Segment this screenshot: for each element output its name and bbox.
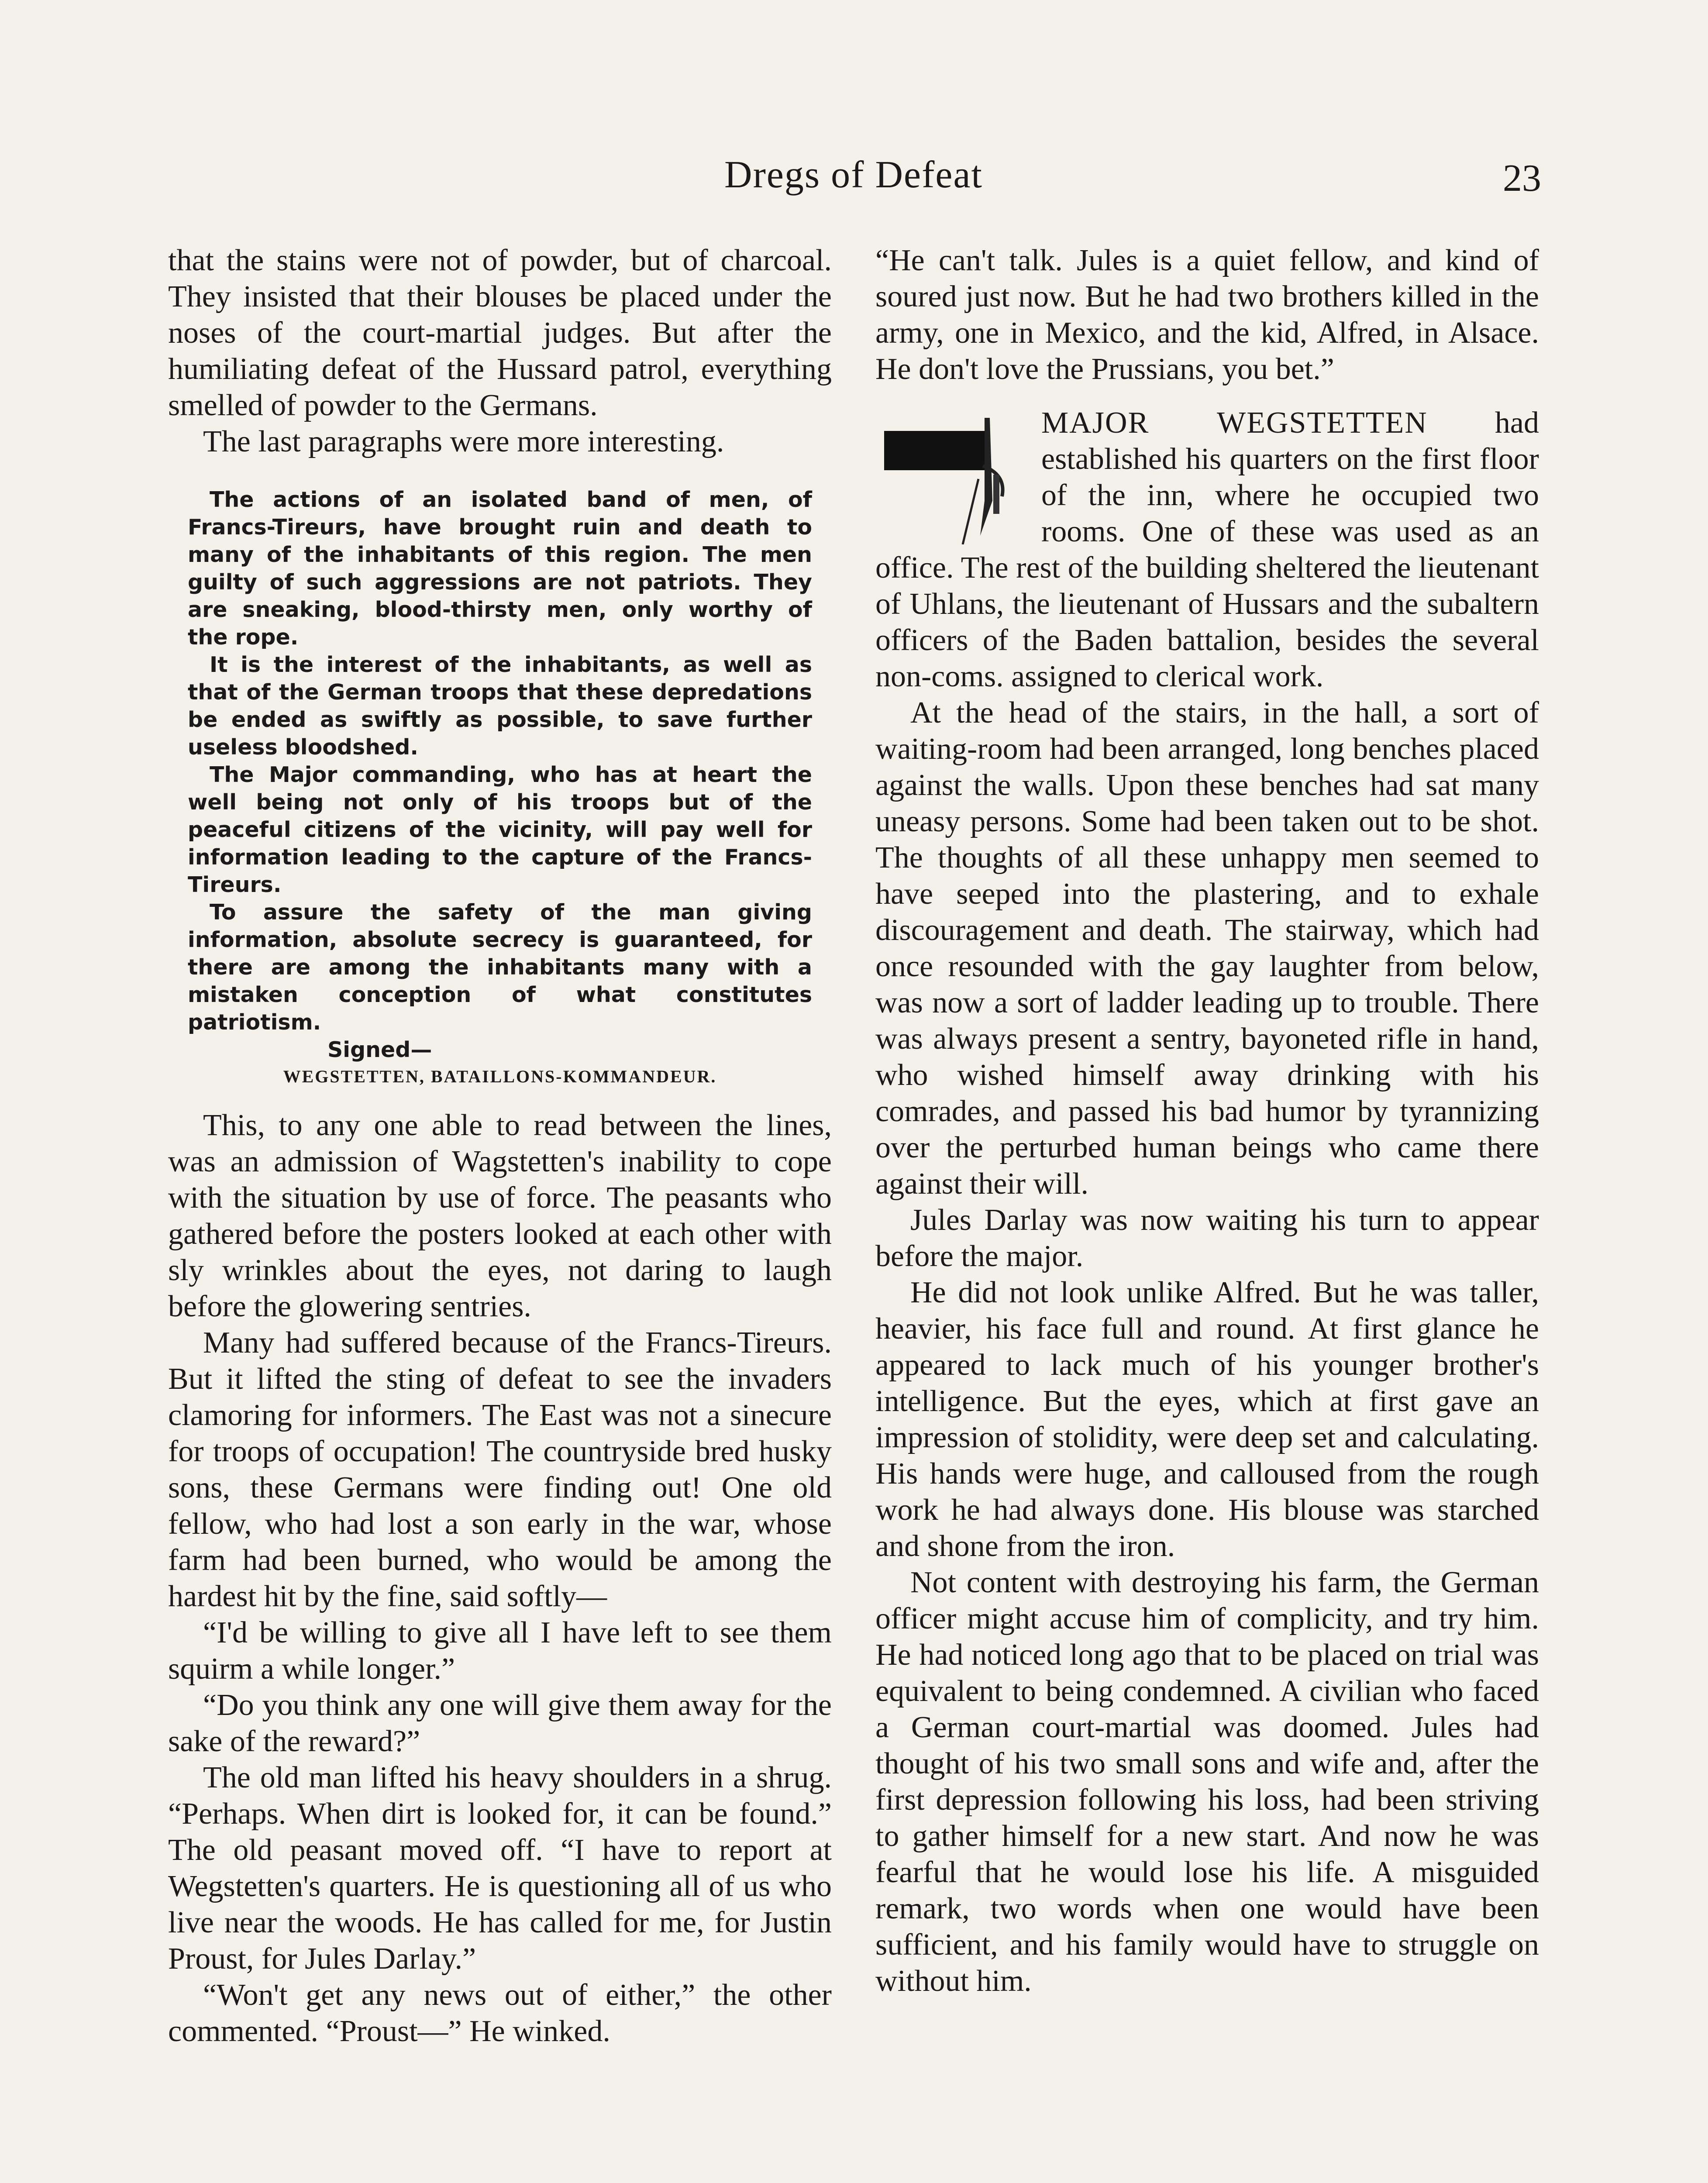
notice-paragraph: The Major commanding, who has at heart the well being not only of his troops but of the peaceful citizens of the vicinity, will pay well for information leading to the capture of the Francs-Tireurs. <box>188 762 812 897</box>
paragraph: “I'd be willing to give all I have left to see them squirm a while longer.” <box>168 1616 832 1686</box>
paragraph: This, to any one able to read between the lines, was an admission of Wagstetten's inability to cope with the situation by use of force. The peasants who gathered before the posters looked at each other with sly wrinkles about the eyes, not daring to laugh before the glowering sentries. <box>168 1109 832 1323</box>
notice-paragraph: It is the interest of the inhabitants, as well as that of the German troops that these depredations be ended as swiftly as possible, to save further useless bloodshed. <box>188 652 812 760</box>
paragraph: “Won't get any news out of either,” the other commented. “Proust—” He winked. <box>168 1978 832 2048</box>
lead-in: MAJOR WEGSTETTEN <box>1041 406 1428 440</box>
paragraph: Jules Darlay was now waiting his turn to appear before the major. <box>875 1203 1539 1273</box>
paragraph: At the head of the stairs, in the hall, a sort of waiting-room had been arranged, long benches placed against the walls. Upon these benches had sat many uneasy persons. Some had been taken out to be shot. The thoughts of all these unhappy men seemed to have seeped into the plastering, and to exhale discouragement and death. The stairway, which had once resounded with the gay laughter from below, was now a sort of ladder leading up to trouble. There was always present a sentry, bayoneted rifle in hand, who wished himself away drinking with his comrades, and passed his bad humor by tyrannizing over the perturbed human beings who came there against their will. <box>875 696 1539 1201</box>
paragraph: that the stains were not of powder, but of charcoal. They insisted that their blouses be placed under the noses of the court-martial judges. But after the humiliating defeat of the Hussard patrol, everything smelled of powder to the Germans. <box>168 244 832 422</box>
paragraph: “He can't talk. Jules is a quiet fellow, and kind of soured just now. But he had two brothers killed in the army, one in Mexico, and the kid, Alfred, in Alsace. He don't love the Prussians, you bet.” <box>875 244 1539 386</box>
notice-paragraph: The actions of an isolated band of men, of Francs-Tireurs, have brought ruin and death to many of the inhabitants of this region. The men guilty of such aggressions are not patriots. They are sneaking, blood-thirsty men, only worthy of the rope. <box>188 487 812 650</box>
running-title: Dregs of Defeat <box>724 154 983 196</box>
paragraph: MAJOR WEGSTETTEN had established his quarters on the first floor of the inn, where he occupied two rooms. One of these was used as an office. The rest of the building sheltered the lieutenant of Uhlans, the lieutenant of Hussars and the subaltern officers of the Baden battalion, besides the several non-coms. assigned to clerical work. <box>875 406 1539 693</box>
paragraph: Many had suffered because of the Francs-Tireurs. But it lifted the sting of defeat to see the invaders clamoring for informers. The East was not a sinecure for troops of occupation! The countryside bred husky sons, these Germans were finding out! One old fellow, who had lost a son early in the war, whose farm had been burned, who would be among the hardest hit by the fine, said softly— <box>168 1326 832 1613</box>
paragraph: “Do you think any one will give them away for the sake of the reward?” <box>168 1688 832 1758</box>
notice-paragraph: To assure the safety of the man giving information, absolute secrecy is guaranteed, for there are among the inhabitants many with a mistaken conception of what constitutes patriotism. <box>188 900 812 1035</box>
page-number: 23 <box>1503 157 1541 200</box>
right-column <box>875 242 1539 1999</box>
proclamation-notice <box>188 486 812 1090</box>
paragraph: The last paragraphs were more interesting. <box>203 425 724 458</box>
saber-icon <box>875 413 1033 544</box>
notice-signature: WEGSTETTEN, BATAILLONS-KOMMANDEUR. <box>283 1067 717 1086</box>
page-header <box>166 153 1541 205</box>
paragraph: The old man lifted his heavy shoulders in a shrug. “Perhaps. When dirt is looked for, it can be found.” The old peasant moved off. “I have to report at Wegstetten's quarters. He is questioning all of us who live near the woods. He has called for me, for Justin Proust, for Jules Darlay.” <box>168 1761 832 1976</box>
section-start <box>875 405 1539 695</box>
notice-signed: Signed— <box>327 1037 432 1062</box>
paragraph: Not content with destroying his farm, the German officer might accuse him of complicity, and try him. He had noticed long ago that to be placed on trial was equivalent to being condemned. A civilian who faced a German court-martial was doomed. Jules had thought of his two small sons and wife and, after the first depression following his loss, had been striving to gather himself for a new start. And now he was fearful that he would lose his life. A misguided remark, two words when one would have been sufficient, and his family would have to struggle on without him. <box>875 1566 1539 1998</box>
left-column <box>168 242 832 2049</box>
paragraph: He did not look unlike Alfred. But he was taller, heavier, his face full and round. At first glance he appeared to lack much of his younger brother's intelligence. But the eyes, which at first gave an impression of stolidity, were deep set and calculating. His hands were huge, and calloused from the rough work he had always done. His blouse was starched and shone from the iron. <box>875 1276 1539 1563</box>
